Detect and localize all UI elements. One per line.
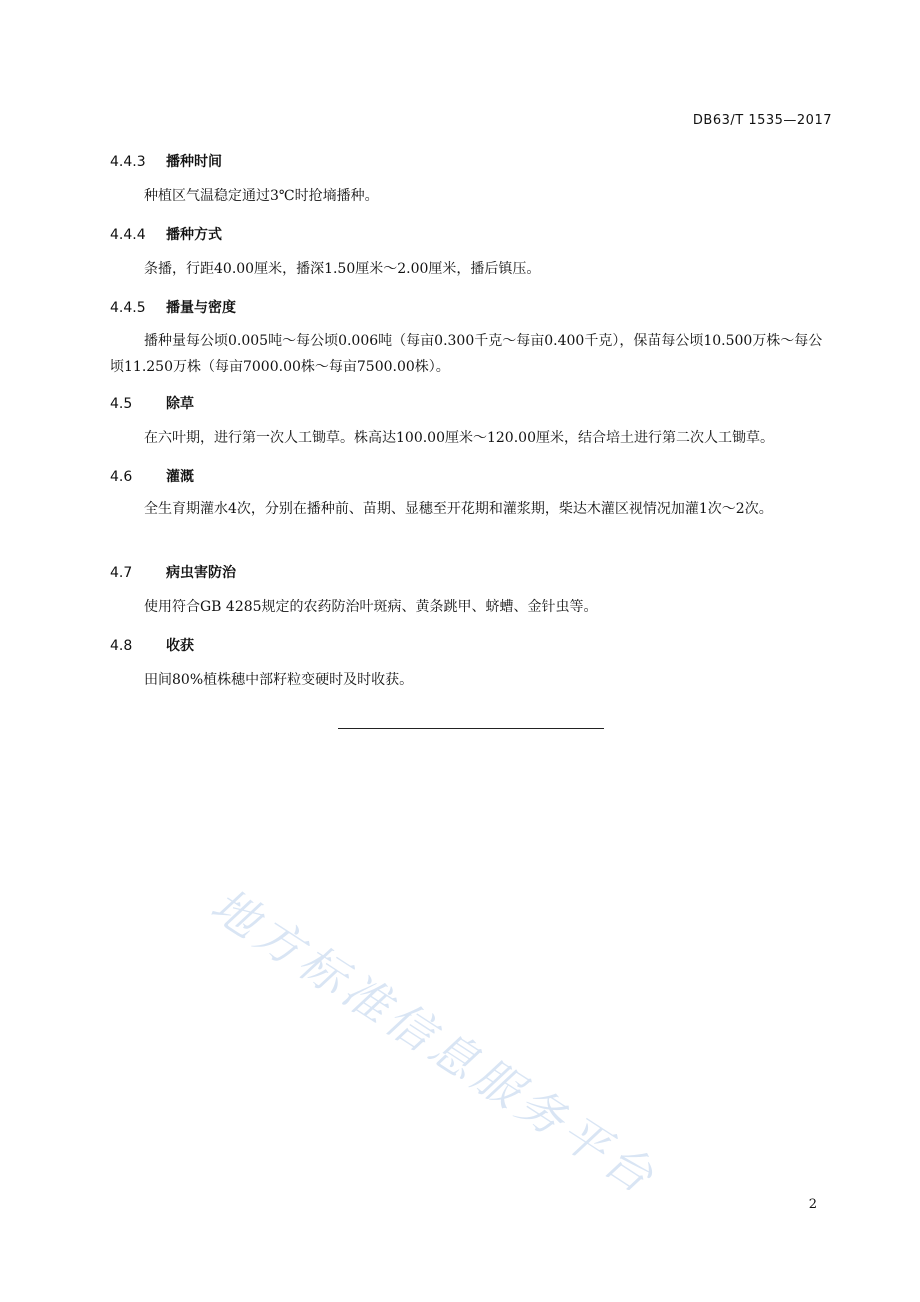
- section-title: 除草: [166, 396, 194, 412]
- section-title: 病虫害防治: [166, 565, 236, 581]
- watermark: 地方标准信息服务平台: [201, 877, 668, 1207]
- section-number: 4.4.4: [110, 227, 146, 243]
- section-text-4-4-4: 条播，行距40.00厘米，播深1.50厘米～2.00厘米，播后镇压。: [144, 261, 541, 277]
- section-text-4-4-3: 种植区气温稳定通过3℃时抢墒播种。: [144, 188, 379, 204]
- section-text-4-8: 田间80%植株穗中部籽粒变硬时及时收获。: [144, 672, 414, 688]
- section-text-4-5: 在六叶期，进行第一次人工锄草。株高达100.00厘米～120.00厘米，结合培土进行第二次人工锄草。: [144, 430, 774, 446]
- document-code: DB63/T 1535—2017: [692, 113, 832, 128]
- section-heading-4-4-4: [110, 224, 222, 244]
- section-number: 4.6: [110, 469, 133, 485]
- section-heading-4-8: [110, 635, 194, 655]
- section-heading-4-4-5: [110, 297, 236, 317]
- section-title: 播量与密度: [166, 300, 236, 316]
- section-heading-4-6: [110, 466, 194, 486]
- section-title: 收获: [166, 638, 194, 654]
- section-heading-4-4-3: [110, 151, 222, 171]
- section-text-4-7: 使用符合GB 4285规定的农药防治叶斑病、黄条跳甲、蛴螬、金针虫等。: [144, 599, 598, 615]
- section-heading-4-7: [110, 562, 236, 582]
- section-title: 播种方式: [166, 227, 222, 243]
- end-of-document-rule: [338, 728, 604, 729]
- section-number: 4.4.5: [110, 300, 146, 316]
- section-heading-4-5: [110, 393, 194, 413]
- section-number: 4.8: [110, 638, 133, 654]
- section-text-4-4-5: 播种量每公顷0.005吨～每公顷0.006吨（每亩0.300千克～每亩0.400千克），保苗每公顷10.500万株～每公顷11.250万株（每亩7000.00株～每亩7500.00株）。: [110, 333, 823, 375]
- section-text-4-6: 全生育期灌水4次，分别在播种前、苗期、显穗至开花期和灌浆期，柴达木灌区视情况加灌1次～2次。: [144, 501, 773, 517]
- section-title: 播种时间: [166, 154, 222, 170]
- section-number: 4.7: [110, 565, 133, 581]
- page-number: 2: [808, 1197, 817, 1212]
- section-number: 4.4.3: [110, 154, 146, 170]
- section-number: 4.5: [110, 396, 133, 412]
- section-title: 灌溉: [166, 469, 194, 485]
